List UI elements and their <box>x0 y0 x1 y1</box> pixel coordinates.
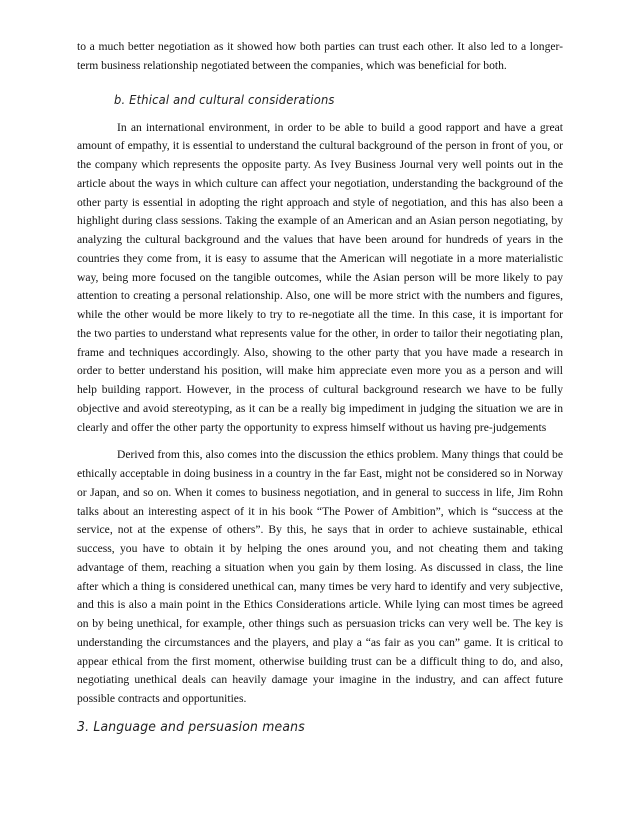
document-body <box>77 38 563 735</box>
section-3-heading: 3. Language and persuasion means <box>77 718 305 735</box>
section-b-paragraph-2: Derived from this, also comes into the discussion the ethics problem. Many things that could be ethically acceptable in doing business in a country in the far East, might not be considered so in Norway or Japan, and so on. When it comes to business negotiation, and in general to success in life, Jim Rohn talks about an interesting aspect of it in his book “The Power of Ambition”, which is “success at the service, not at the expense of others”. By this, he says that in order to achieve sustainable, ethical success, you have to obtain it by helping the ones around you, and not cheating them and taking advantage of them, reaching a situation when you gain by them losing. As discussed in class, the line after which a thing is considered unethical can, many times be very hard to identify and very subjective, and this is also a main point in the Ethics Considerations article. While lying can most times be agreed on by being unethical, for example, other things such as persuasion tricks can very well be. The key is understanding the circumstances and the players, and play a “as fair as you can” game. It is critical to appear ethical from the first moment, otherwise building trust can be a difficult thing to do, and also, negotiating unethical deals can heavily damage your imagine in the industry, and can affect future possible contracts and opportunities. <box>77 448 563 705</box>
section-b-paragraph-1: In an international environment, in order to be able to build a good rapport and have a great amount of empathy, it is essential to understand the cultural background of the person in front of you, or the company which represents the opposite party. As Ivey Business Journal very well points out in the article about the ways in which culture can affect your negotiation, understanding the background of the other party is essential in adopting the right approach and style of negotiation, and this has also been a highlight during class sessions. Taking the example of an American and an Asian person negotiating, by analyzing the cultural background and the values that have been around for hundreds of years in the countries they come from, it is easy to assume that the American will negotiate in a more materialistic way, being more focused on the tangible outcomes, while the Asian person will be more likely to pay attention to creating a personal relationship. Also, one will be more strict with the numbers and figures, while the other would be more likely to try to re-negotiate all the time. In this case, it is important for the two parties to understand what represents value for the other, in order to tailor their negotiating plan, frame and techniques accordingly. Also, showing to the other party that you have made a research in order to better understand his position, will make him appreciate even more you as a person and will help building rapport. However, in the process of cultural background research we have to be fully objective and avoid stereotyping, as it can be a really big impediment in judging the situation we are in clearly and offer the other party the opportunity to express himself without us having pre-judgements <box>77 120 563 434</box>
section-b-heading: b. Ethical and cultural considerations <box>114 91 335 107</box>
intro-paragraph: to a much better negotiation as it showed how both parties can trust each other. It also led to a longer-term business relationship negotiated between the companies, which was beneficial for both. <box>77 40 563 72</box>
